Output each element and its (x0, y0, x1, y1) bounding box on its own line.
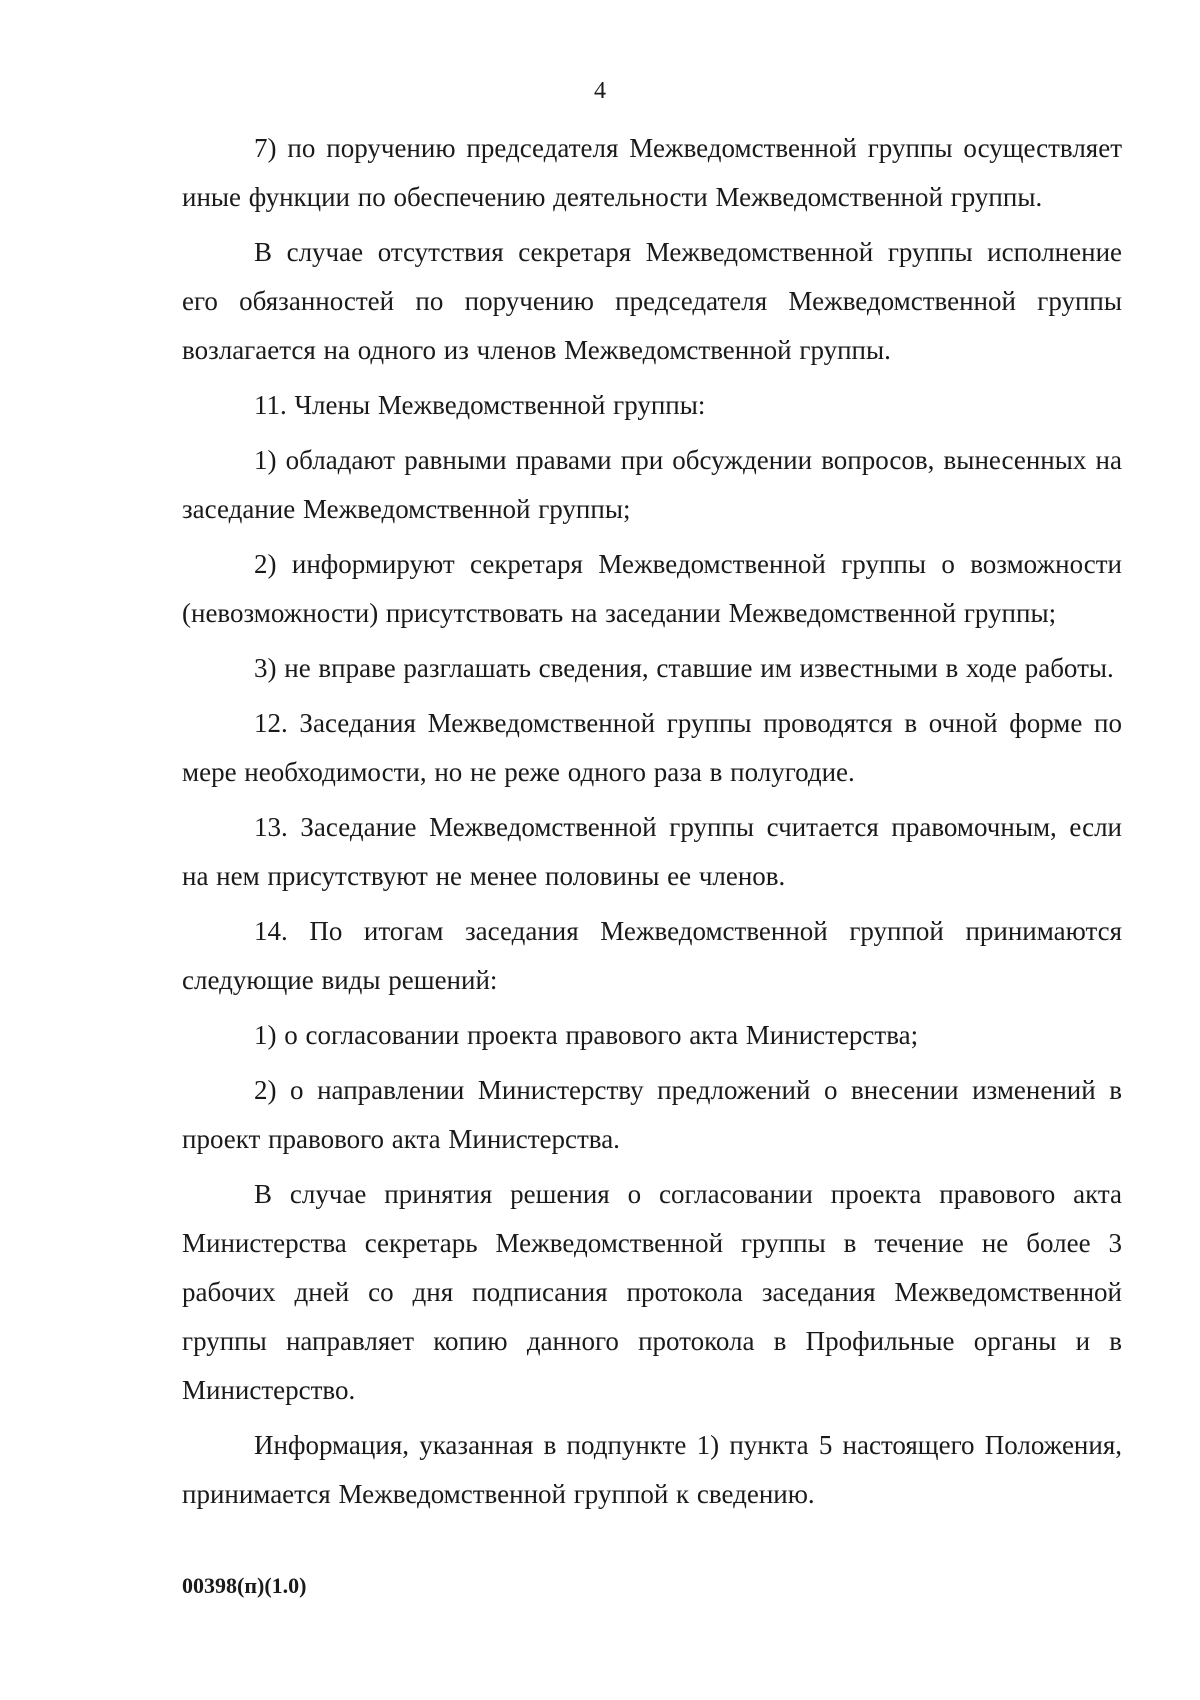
page-number: 4 (594, 78, 606, 104)
paragraph-section-11: 11. Члены Межведомственной группы: (254, 390, 706, 420)
paragraph-section-13: 13. Заседание Межведомственной группы считается правомочным, если на нем присутствуют не менее половины ее членов. (182, 812, 1122, 891)
paragraph-secretary-absence: В случае отсутствия секретаря Межведомственной группы исполнение его обязанностей по поручению председателя Межведомственной группы возлагается на одного из членов Межведомственной группы. (182, 237, 1122, 365)
paragraph-item-7: 7) по поручению председателя Межведомственной группы осуществляет иные функции по обеспечению деятельности Межведомственной группы. (182, 133, 1122, 212)
paragraph-approval-case: В случае принятия решения о согласовании проекта правового акта Министерства секретарь Межведомственной группы в течение не более 3 рабочих дней со дня подписания протокола заседания Межведомственной группы направляет копию данного протокола в Профильные органы и в Министерство. (182, 1179, 1122, 1405)
paragraph-section-11-item-2: 2) информируют секретаря Межведомственной группы о возможности (невозможности) присутствовать на заседании Межведомственной группы; (182, 549, 1122, 628)
paragraph-section-11-item-1: 1) обладают равными правами при обсуждении вопросов, вынесенных на заседание Межведомственной группы; (182, 445, 1122, 524)
paragraph-section-14-item-2: 2) о направлении Министерству предложений о внесении изменений в проект правового акта Министерства. (182, 1075, 1122, 1154)
document-body (182, 124, 1122, 1525)
paragraph-section-14-item-1: 1) о согласовании проекта правового акта Министерства; (254, 1020, 919, 1050)
paragraph-information-note: Информация, указанная в подпункте 1) пункта 5 настоящего Положения, принимается Межведомственной группой к сведению. (182, 1430, 1122, 1509)
paragraph-section-14: 14. По итогам заседания Межведомственной группой принимаются следующие виды решений: (182, 916, 1122, 995)
document-code: 00398(п)(1.0) (182, 1573, 307, 1598)
paragraph-section-12: 12. Заседания Межведомственной группы проводятся в очной форме по мере необходимости, но не реже одного раза в полугодие. (182, 708, 1122, 787)
paragraph-section-11-item-3: 3) не вправе разглашать сведения, ставшие им известными в ходе работы. (254, 653, 1114, 683)
